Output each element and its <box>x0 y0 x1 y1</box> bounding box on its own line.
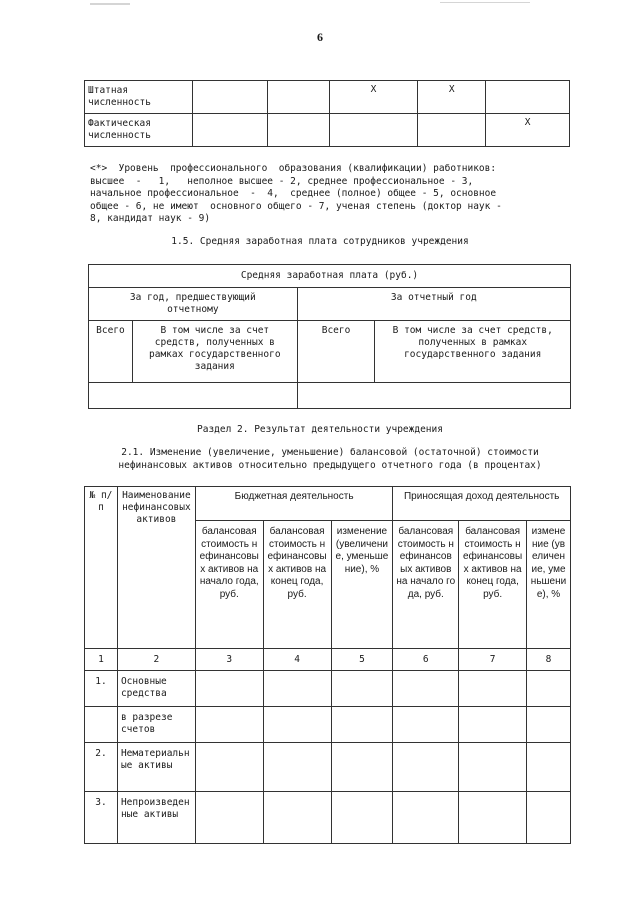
footnote-line: высшее - 1, неполное высшее - 2, среднее профессиональное - 3, <box>90 175 474 187</box>
table-row <box>85 792 571 844</box>
footnote-line: общее - 6, не имеют основного общего - 7, ученая степень (доктор наук - <box>90 200 502 212</box>
cell: X <box>486 114 570 147</box>
row-num <box>85 707 118 743</box>
cell: X <box>418 81 486 114</box>
scan-artifact <box>440 2 530 3</box>
footnote-line: 8, кандидат наук - 9) <box>90 213 211 225</box>
row-num: 3. <box>85 792 118 844</box>
prev-year-header: За год, предшествующий отчетному <box>89 288 298 321</box>
table-row <box>85 487 571 521</box>
cell <box>267 81 329 114</box>
cell <box>89 383 298 409</box>
col-number: 6 <box>393 649 459 671</box>
row-num: 2. <box>85 743 118 792</box>
salary-table-title: Средняя заработная плата (руб.) <box>89 265 571 288</box>
row-num: 1. <box>85 671 118 707</box>
table-row <box>85 114 570 147</box>
sub-end-header: балансовая стоимость нефинансовых активов на конец года, руб. <box>263 521 331 649</box>
staff-table <box>84 80 570 147</box>
cell <box>418 114 486 147</box>
footnote-line: начальное профессиональное - 4, среднее (полное) общее - 5, основное <box>90 188 497 200</box>
col-num-header: № п/п <box>85 487 118 649</box>
income-group-header: Приносящая доход деятельность <box>393 487 571 521</box>
row-label: Штатная численность <box>85 81 193 114</box>
sub-change-header: изменение (увеличение, уменьшение), % <box>331 521 393 649</box>
col-number: 8 <box>527 649 571 671</box>
table-row <box>89 288 571 321</box>
assets-table <box>84 486 571 844</box>
section-2-heading: Раздел 2. Результат деятельности учреждения <box>197 424 443 435</box>
row-name: Непроизведенные активы <box>117 792 195 844</box>
row-name: Основные средства <box>117 671 195 707</box>
cell <box>297 383 570 409</box>
scan-artifact <box>90 3 130 5</box>
cell <box>192 81 267 114</box>
table-row <box>85 81 570 114</box>
col-number: 5 <box>331 649 393 671</box>
cell <box>486 81 570 114</box>
col-number: 4 <box>263 649 331 671</box>
table-row <box>89 265 571 288</box>
col-number: 2 <box>117 649 195 671</box>
row-name: Нематериальные активы <box>117 743 195 792</box>
budget-group-header: Бюджетная деятельность <box>195 487 393 521</box>
page-number: 6 <box>317 30 323 44</box>
footnote-line: <*> Уровень профессионального образования (квалификации) работников: <box>90 163 497 174</box>
total-header: Всего <box>297 321 375 383</box>
cell: X <box>329 81 418 114</box>
footnote <box>90 163 570 226</box>
table-row <box>85 671 571 707</box>
row-name: в разрезе счетов <box>117 707 195 743</box>
report-year-header: За отчетный год <box>297 288 570 321</box>
total-header: Всего <box>89 321 133 383</box>
cell <box>192 114 267 147</box>
table-row <box>85 649 571 671</box>
table-row <box>89 383 571 409</box>
section-1-5-heading: 1.5. Средняя заработная плата сотрудников учреждения <box>171 236 469 247</box>
cell <box>329 114 418 147</box>
col-name-header: Наименование нефинансовых активов <box>117 487 195 649</box>
sub-start-header: балансовая стоимость нефинансовых активов на начало года, руб. <box>195 521 263 649</box>
col-number: 7 <box>459 649 527 671</box>
sub-end-header: балансовая стоимость нефинансовых активов на конец года, руб. <box>459 521 527 649</box>
sub-start-header: балансовая стоимость нефинансовых активов на начало года, руб. <box>393 521 459 649</box>
cell <box>267 114 329 147</box>
col-number: 1 <box>85 649 118 671</box>
incl-state-header: В том числе за счет средств, полученных в рамках государственного задания <box>375 321 571 383</box>
table-row <box>85 743 571 792</box>
section-2-1-subheading: 2.1. Изменение (увеличение, уменьшение) балансовой (остаточной) стоимости нефинансовых активов относительно предыдущего отчетного года (в процентах) <box>118 447 542 471</box>
table-row <box>85 707 571 743</box>
col-number: 3 <box>195 649 263 671</box>
incl-state-header: В том числе за счет средств, полученных в рамках государственного задания <box>132 321 297 383</box>
salary-table <box>88 264 571 409</box>
row-label: Фактическая численность <box>85 114 193 147</box>
table-row <box>89 321 571 383</box>
sub-change-header: изменение (увеличение, уменьшение), % <box>527 521 571 649</box>
